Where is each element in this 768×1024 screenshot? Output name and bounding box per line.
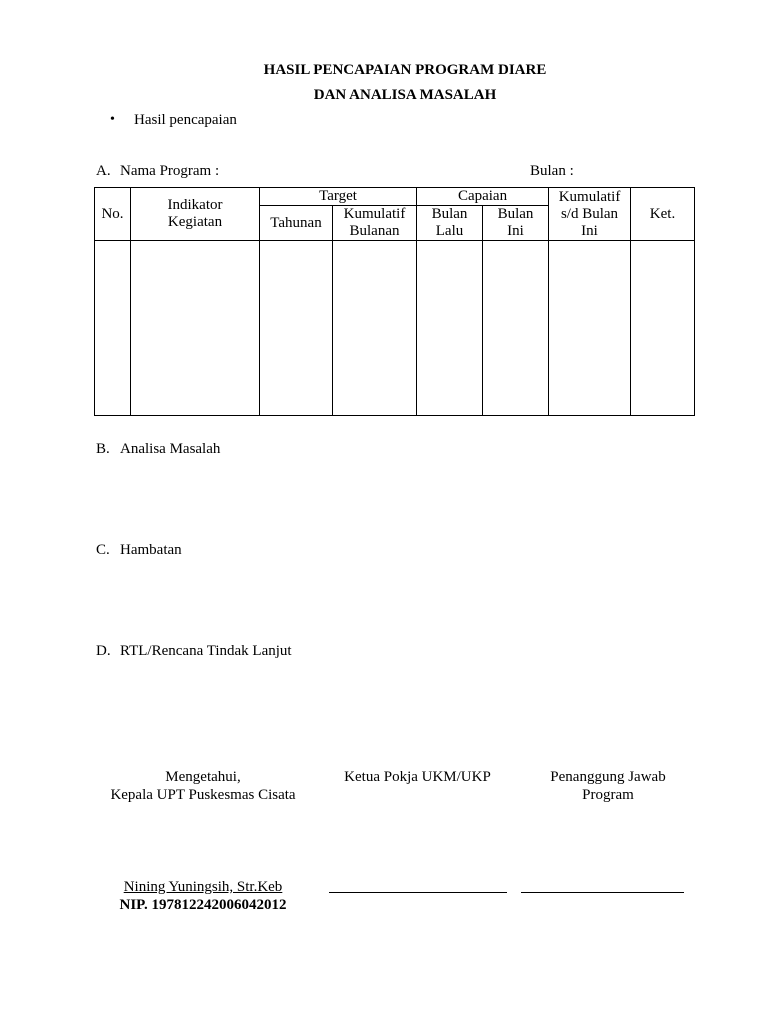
header-capaian: Capaian: [417, 188, 549, 206]
signature-right-line2: Program: [582, 787, 634, 803]
table-cell-bulan-lalu: [417, 241, 483, 416]
achievement-table: [94, 187, 695, 416]
header-kumulatif-sd-line2: s/d Bulan: [560, 205, 619, 222]
table-cell-ket: [631, 241, 695, 416]
table-cell-indikator: [131, 241, 260, 416]
header-kumulatif-bulanan-line1: Kumulatif: [343, 206, 406, 222]
header-kumulatif-sd-line1: Kumulatif: [558, 188, 621, 205]
table-cell-no: [95, 241, 131, 416]
signer-nip: NIP. 197812242006042012: [119, 897, 287, 913]
document-title-line2: DAN ANALISA MASALAH: [313, 87, 497, 103]
header-target: Target: [260, 188, 417, 206]
table-cell-tahunan: [260, 241, 333, 416]
section-b-label: Analisa Masalah: [120, 441, 221, 457]
signature-middle-line: [329, 892, 507, 893]
document-title-line1: HASIL PENCAPAIAN PROGRAM DIARE: [263, 62, 547, 78]
section-c-label: Hambatan: [120, 542, 182, 558]
table-cell-kumulatif-sd: [549, 241, 631, 416]
bullet-icon: •: [110, 112, 115, 127]
signature-left-line1: Mengetahui,: [165, 769, 241, 785]
header-ket: Ket.: [631, 188, 695, 241]
section-a-label: Nama Program :: [120, 163, 220, 179]
signature-middle-title: Ketua Pokja UKM/UKP: [344, 769, 491, 785]
signature-left-title: [93, 768, 313, 804]
signature-right-line: [521, 892, 684, 893]
table-cell-kumulatif-bulanan: [333, 241, 417, 416]
section-d-letter: D.: [96, 643, 111, 659]
signature-left-block: [93, 878, 313, 914]
header-indikator-line2: Kegiatan: [167, 214, 223, 230]
header-kumulatif-bulanan-line2: Bulanan: [349, 223, 400, 239]
table-cell-bulan-ini: [483, 241, 549, 416]
header-bulan-ini: [483, 206, 549, 241]
header-bulan-ini-line1: Bulan: [497, 206, 534, 222]
header-kumulatif-bulanan: [333, 206, 417, 241]
header-kumulatif-sd-line3: Ini: [581, 222, 598, 239]
header-no: No.: [95, 188, 131, 241]
bullet-text: Hasil pencapaian: [134, 112, 237, 128]
header-bulan-lalu-line2: Lalu: [435, 223, 464, 239]
header-indikator-line1: Indikator: [167, 197, 223, 213]
header-indikator: [131, 188, 260, 241]
header-tahunan: Tahunan: [260, 206, 333, 241]
header-bulan-ini-line2: Ini: [507, 223, 524, 239]
signature-right-line1: Penanggung Jawab: [550, 769, 666, 785]
header-bulan-lalu-line1: Bulan: [431, 206, 468, 222]
section-b-letter: B.: [96, 441, 110, 457]
month-label: Bulan :: [530, 163, 574, 179]
section-c-letter: C.: [96, 542, 110, 558]
section-d-label: RTL/Rencana Tindak Lanjut: [120, 643, 292, 659]
signer-name: Nining Yuningsih, Str.Keb: [123, 879, 283, 895]
header-kumulatif-sd: [549, 188, 631, 241]
table-row: [95, 241, 695, 416]
signature-left-line2: Kepala UPT Puskesmas Cisata: [110, 787, 296, 803]
signature-right-title: [520, 768, 696, 804]
section-a-letter: A.: [96, 163, 111, 179]
header-bulan-lalu: [417, 206, 483, 241]
